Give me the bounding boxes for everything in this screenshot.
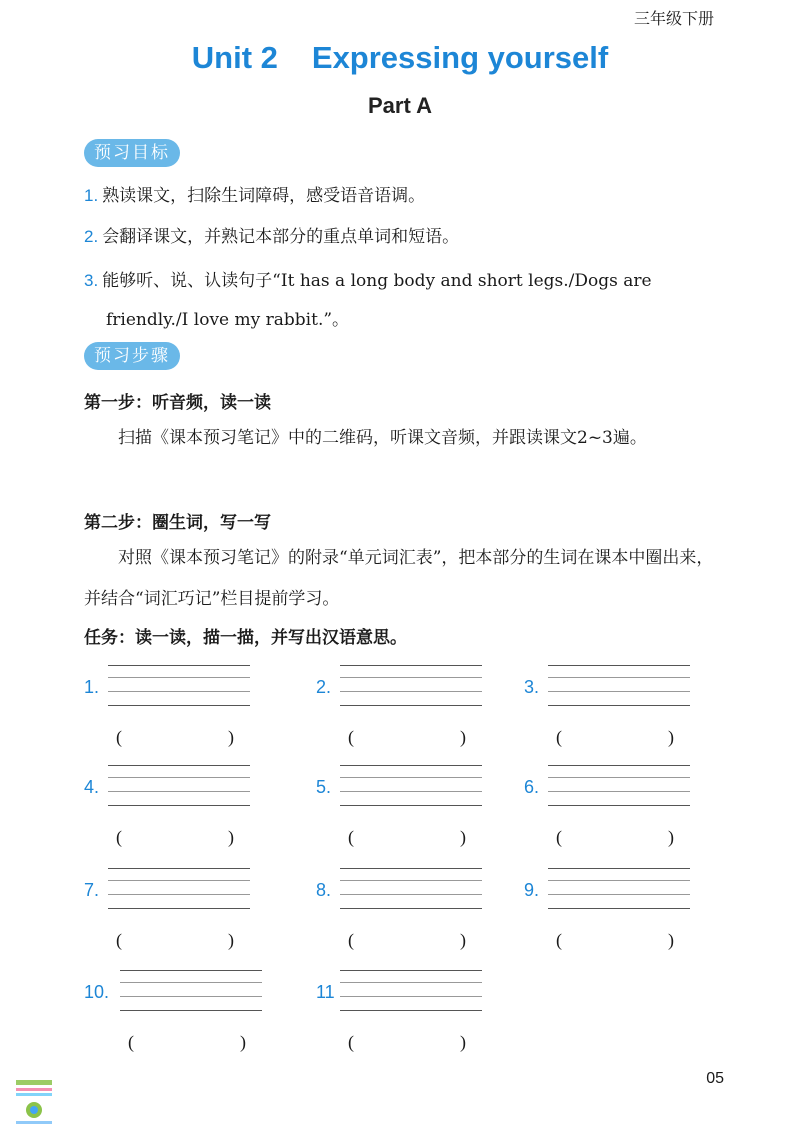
answer-paren-open[interactable]: ( <box>556 827 562 847</box>
task-item-number: 11 <box>316 982 335 1002</box>
writing-line[interactable] <box>340 982 482 983</box>
step1-title: 第一步：听音频，读一读 <box>84 393 271 413</box>
writing-line[interactable] <box>340 880 482 881</box>
writing-line[interactable] <box>340 665 482 666</box>
writing-line[interactable] <box>340 691 482 692</box>
writing-line[interactable] <box>340 777 482 778</box>
writing-line[interactable] <box>120 970 262 971</box>
writing-line[interactable] <box>108 868 250 869</box>
writing-line[interactable] <box>340 894 482 895</box>
task-item-number: 6. <box>524 777 540 797</box>
writing-line[interactable] <box>340 970 482 971</box>
writing-line[interactable] <box>548 908 690 909</box>
task-title: 任务：读一读，描一描，并写出汉语意思。 <box>84 628 407 648</box>
writing-line[interactable] <box>548 705 690 706</box>
task-item-number: 10. <box>84 982 110 1002</box>
goal-text: 熟读课文，扫除生词障碍，感受语音语调。 <box>102 186 426 206</box>
answer-paren-close: ) <box>460 827 466 847</box>
unit-number: Unit 2 <box>191 40 278 75</box>
task-item-number: 2. <box>316 677 332 697</box>
answer-paren-close: ) <box>228 727 234 747</box>
writing-line[interactable] <box>108 705 250 706</box>
answer-paren-close: ) <box>228 827 234 847</box>
answer-paren-open[interactable]: ( <box>348 727 354 747</box>
writing-line[interactable] <box>548 894 690 895</box>
task-item-number: 7. <box>84 880 100 900</box>
task-item-number: 3. <box>524 677 540 697</box>
answer-paren-close: ) <box>240 1032 246 1052</box>
answer-paren-open[interactable]: ( <box>348 930 354 950</box>
task-item-number: 9. <box>524 880 540 900</box>
goal-text: 能够听、说、认读句子“It has a long body and short legs./Dogs are <box>102 271 652 291</box>
writing-line[interactable] <box>108 765 250 766</box>
task-item-number: 8. <box>316 880 332 900</box>
goal-number: 1. <box>84 186 99 205</box>
answer-paren-open[interactable]: ( <box>128 1032 134 1052</box>
preview-goals-badge: 预习目标 <box>84 139 180 167</box>
writing-line[interactable] <box>340 805 482 806</box>
writing-line[interactable] <box>548 777 690 778</box>
goal-item <box>84 261 724 340</box>
goal-number: 3. <box>84 271 99 290</box>
writing-line[interactable] <box>548 765 690 766</box>
writing-line[interactable] <box>548 677 690 678</box>
answer-paren-close: ) <box>668 930 674 950</box>
step2-text: 对照《课本预习笔记》的附录“单元词汇表”，把本部分的生词在课本中圈出来，并结合“词汇巧记”栏目提前学习。 <box>84 548 714 609</box>
writing-line[interactable] <box>548 880 690 881</box>
task-item-number: 4. <box>84 777 100 797</box>
goal-item <box>84 222 459 247</box>
goal-item <box>84 181 425 206</box>
writing-line[interactable] <box>108 908 250 909</box>
answer-paren-open[interactable]: ( <box>348 1032 354 1052</box>
writing-line[interactable] <box>108 677 250 678</box>
writing-line[interactable] <box>108 665 250 666</box>
writing-line[interactable] <box>340 791 482 792</box>
writing-line[interactable] <box>340 677 482 678</box>
writing-line[interactable] <box>108 894 250 895</box>
writing-line[interactable] <box>340 1010 482 1011</box>
writing-line[interactable] <box>340 765 482 766</box>
answer-paren-open[interactable]: ( <box>116 827 122 847</box>
step1-text: 扫描《课本预习笔记》中的二维码，听课文音频，并跟读课文2~3遍。 <box>118 428 647 448</box>
writing-line[interactable] <box>340 868 482 869</box>
writing-line[interactable] <box>548 868 690 869</box>
goal-number: 2. <box>84 227 99 246</box>
writing-line[interactable] <box>108 791 250 792</box>
grade-label: 三年级下册 <box>633 9 714 28</box>
writing-line[interactable] <box>120 982 262 983</box>
answer-paren-close: ) <box>228 930 234 950</box>
step2-title: 第二步：圈生词，写一写 <box>84 513 271 533</box>
writing-line[interactable] <box>548 805 690 806</box>
task-item-number: 5. <box>316 777 332 797</box>
answer-paren-close: ) <box>668 727 674 747</box>
answer-paren-close: ) <box>668 827 674 847</box>
answer-paren-open[interactable]: ( <box>116 930 122 950</box>
goal-text: 会翻译课文，并熟记本部分的重点单词和短语。 <box>102 227 460 247</box>
answer-paren-close: ) <box>460 1032 466 1052</box>
task-item-number: 1. <box>84 677 100 697</box>
goal-text-continued: friendly./I love my rabbit.”。 <box>106 310 350 330</box>
writing-line[interactable] <box>340 996 482 997</box>
answer-paren-open[interactable]: ( <box>116 727 122 747</box>
writing-line[interactable] <box>340 705 482 706</box>
writing-line[interactable] <box>120 1010 262 1011</box>
writing-line[interactable] <box>108 777 250 778</box>
unit-name: Expressing yourself <box>311 40 609 75</box>
page-number: 05 <box>706 1070 724 1087</box>
answer-paren-open[interactable]: ( <box>556 930 562 950</box>
writing-line[interactable] <box>548 665 690 666</box>
writing-line[interactable] <box>548 691 690 692</box>
answer-paren-close: ) <box>460 930 466 950</box>
unit-title <box>0 40 800 76</box>
part-title: Part A <box>368 93 432 118</box>
writing-line[interactable] <box>120 996 262 997</box>
publisher-logo-icon <box>14 1078 54 1126</box>
preview-steps-badge: 预习步骤 <box>84 342 180 370</box>
writing-line[interactable] <box>108 880 250 881</box>
writing-line[interactable] <box>108 805 250 806</box>
answer-paren-open[interactable]: ( <box>556 727 562 747</box>
writing-line[interactable] <box>108 691 250 692</box>
writing-line[interactable] <box>548 791 690 792</box>
writing-line[interactable] <box>340 908 482 909</box>
answer-paren-close: ) <box>460 727 466 747</box>
answer-paren-open[interactable]: ( <box>348 827 354 847</box>
